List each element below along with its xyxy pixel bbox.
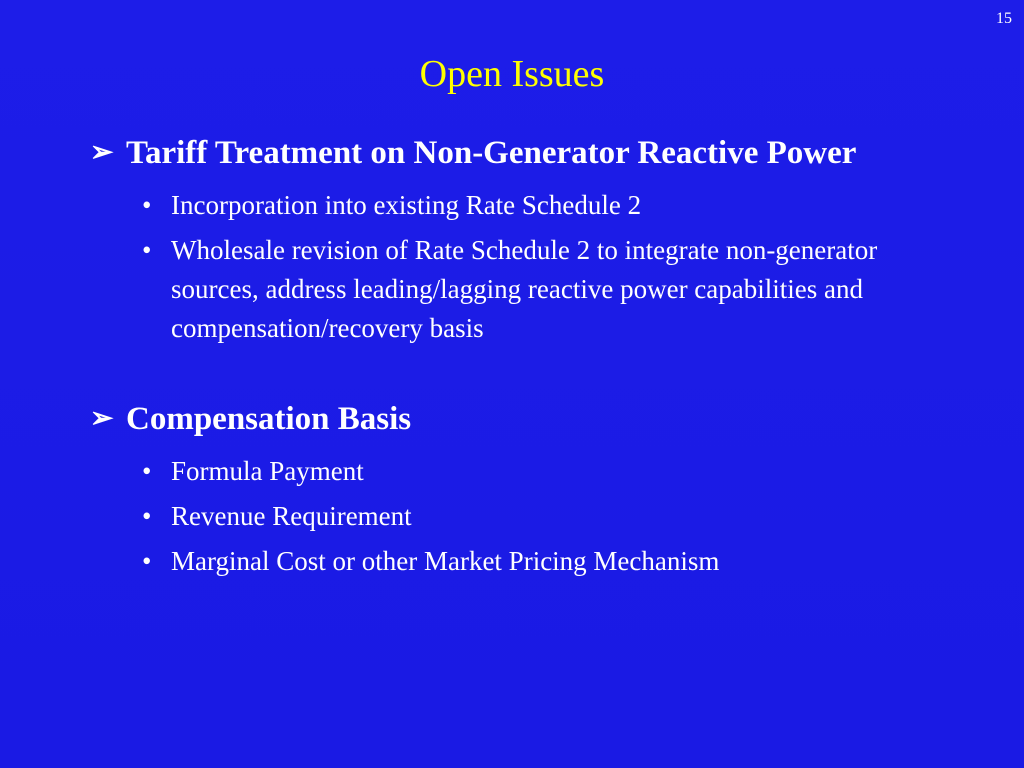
section-heading-text: Compensation Basis bbox=[126, 401, 412, 438]
dot-bullet-icon: • bbox=[142, 189, 152, 220]
arrow-bullet-icon: ➢ bbox=[90, 403, 114, 435]
issue-section-compensation-basis bbox=[90, 400, 950, 581]
page-number: 15 bbox=[996, 10, 1012, 27]
bullet-list bbox=[90, 186, 950, 349]
bullet-item bbox=[142, 186, 950, 225]
bullet-item bbox=[142, 497, 950, 536]
slide-title: Open Issues bbox=[419, 53, 605, 95]
section-heading bbox=[90, 400, 950, 440]
dot-bullet-icon: • bbox=[142, 234, 152, 265]
arrow-bullet-icon: ➢ bbox=[90, 137, 114, 168]
bullet-text: Formula Payment bbox=[171, 455, 364, 486]
bullet-item bbox=[142, 542, 950, 581]
dot-bullet-icon: • bbox=[142, 455, 152, 486]
bullet-text: Incorporation into existing Rate Schedule 2 bbox=[171, 189, 642, 220]
dot-bullet-icon: • bbox=[142, 546, 152, 577]
bullet-text: Revenue Requirement bbox=[171, 500, 412, 531]
issue-section-tariff-treatment bbox=[90, 134, 950, 348]
bullet-text: Wholesale revision of Rate Schedule 2 to integrate non-generator sources, address leading/lagging reactive power capabilities and compensation/recovery basis bbox=[171, 234, 878, 344]
slide-content bbox=[90, 134, 950, 587]
bullet-text: Marginal Cost or other Market Pricing Mechanism bbox=[171, 546, 720, 577]
section-heading-text: Tariff Treatment on Non-Generator Reactive Power bbox=[126, 135, 857, 171]
dot-bullet-icon: • bbox=[142, 500, 152, 531]
section-heading bbox=[90, 134, 950, 174]
bullet-item bbox=[142, 452, 950, 491]
bullet-list bbox=[90, 452, 950, 581]
bullet-item bbox=[142, 231, 950, 348]
